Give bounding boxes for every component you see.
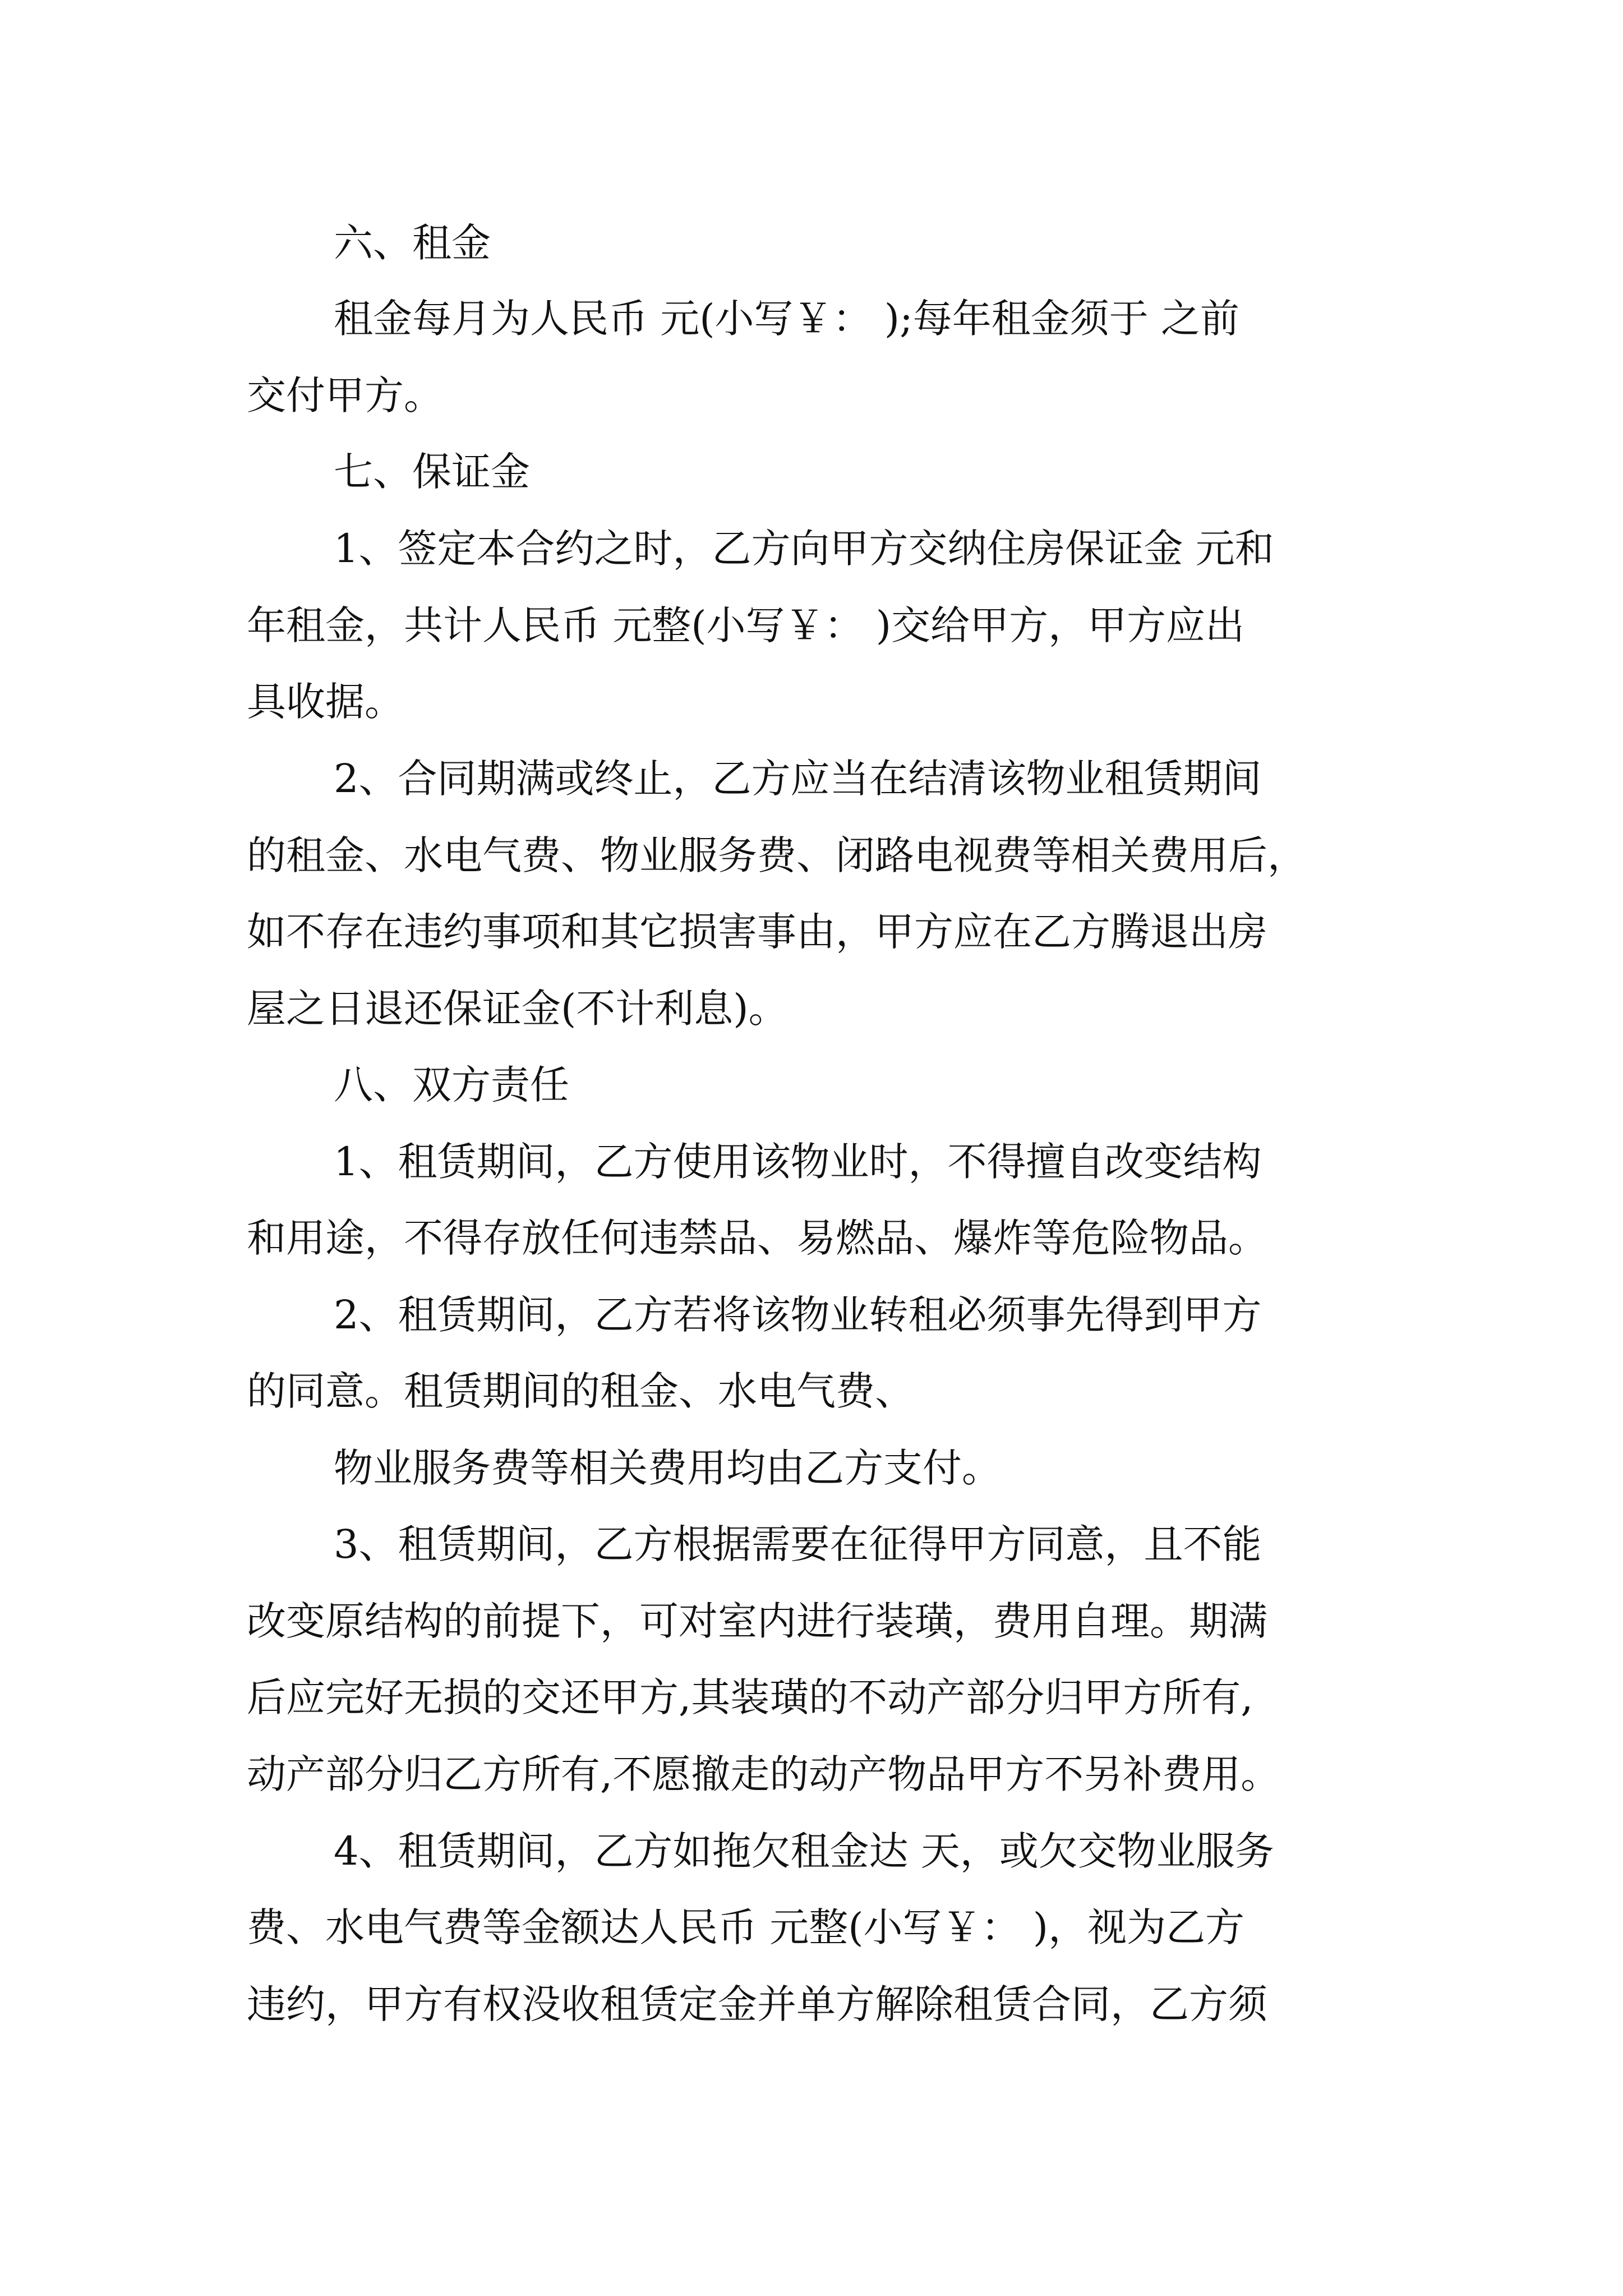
- paragraph-line: 屋之日退还保证金(不计利息)。: [247, 986, 788, 1032]
- paragraph-line: 费、水电气费等金额达人民币 元整(小写￥： )，视为乙方: [247, 1904, 1245, 1950]
- paragraph-line: 物业服务费等相关费用均由乙方支付。: [334, 1445, 1001, 1491]
- paragraph-line: 如不存在违约事项和其它损害事由，甲方应在乙方腾退出房: [247, 909, 1267, 955]
- paragraph-line: 3、租赁期间，乙方根据需要在征得甲方同意，且不能: [334, 1521, 1262, 1567]
- paragraph-line: 4、租赁期间，乙方如拖欠租金达 天，或欠交物业服务: [334, 1828, 1274, 1874]
- paragraph-line: 2、合同期满或终止，乙方应当在结清该物业租赁期间: [334, 756, 1262, 802]
- paragraph-line: 的租金、水电气费、物业服务费、闭路电视费等相关费用后，: [247, 832, 1307, 878]
- paragraph-line: 租金每月为人民币 元(小写￥： );每年租金须于 之前: [334, 296, 1239, 342]
- paragraph-line: 1、租赁期间，乙方使用该物业时，不得擅自改变结构: [334, 1139, 1262, 1185]
- paragraph-line: 动产部分归乙方所有,不愿撤走的动产物品甲方不另补费用。: [247, 1751, 1280, 1797]
- paragraph-line: 违约，甲方有权没收租赁定金并单方解除租赁合同，乙方须: [247, 1981, 1267, 2027]
- paragraph-line: 2、租赁期间，乙方若将该物业转租必须事先得到甲方: [334, 1292, 1262, 1338]
- paragraph-line: 改变原结构的前提下，可对室内进行装璜，费用自理。期满: [247, 1598, 1267, 1644]
- section-heading-rent: 六、租金: [334, 220, 491, 266]
- paragraph-line: 年租金，共计人民币 元整(小写￥： )交给甲方，甲方应出: [247, 602, 1245, 648]
- section-heading-deposit: 七、保证金: [334, 449, 530, 495]
- paragraph-line: 的同意。租赁期间的租金、水电气费、: [247, 1368, 914, 1414]
- paragraph-line: 1、签定本合约之时，乙方向甲方交纳住房保证金 元和: [334, 526, 1274, 572]
- section-heading-responsibilities: 八、双方责任: [334, 1062, 569, 1108]
- paragraph-line: 和用途，不得存放任何违禁品、易燃品、爆炸等危险物品。: [247, 1215, 1267, 1261]
- paragraph-line: 后应完好无损的交还甲方,其装璜的不动产部分归甲方所有,: [247, 1674, 1253, 1720]
- paragraph-line: 交付甲方。: [247, 372, 443, 418]
- paragraph-line: 具收据。: [247, 679, 404, 725]
